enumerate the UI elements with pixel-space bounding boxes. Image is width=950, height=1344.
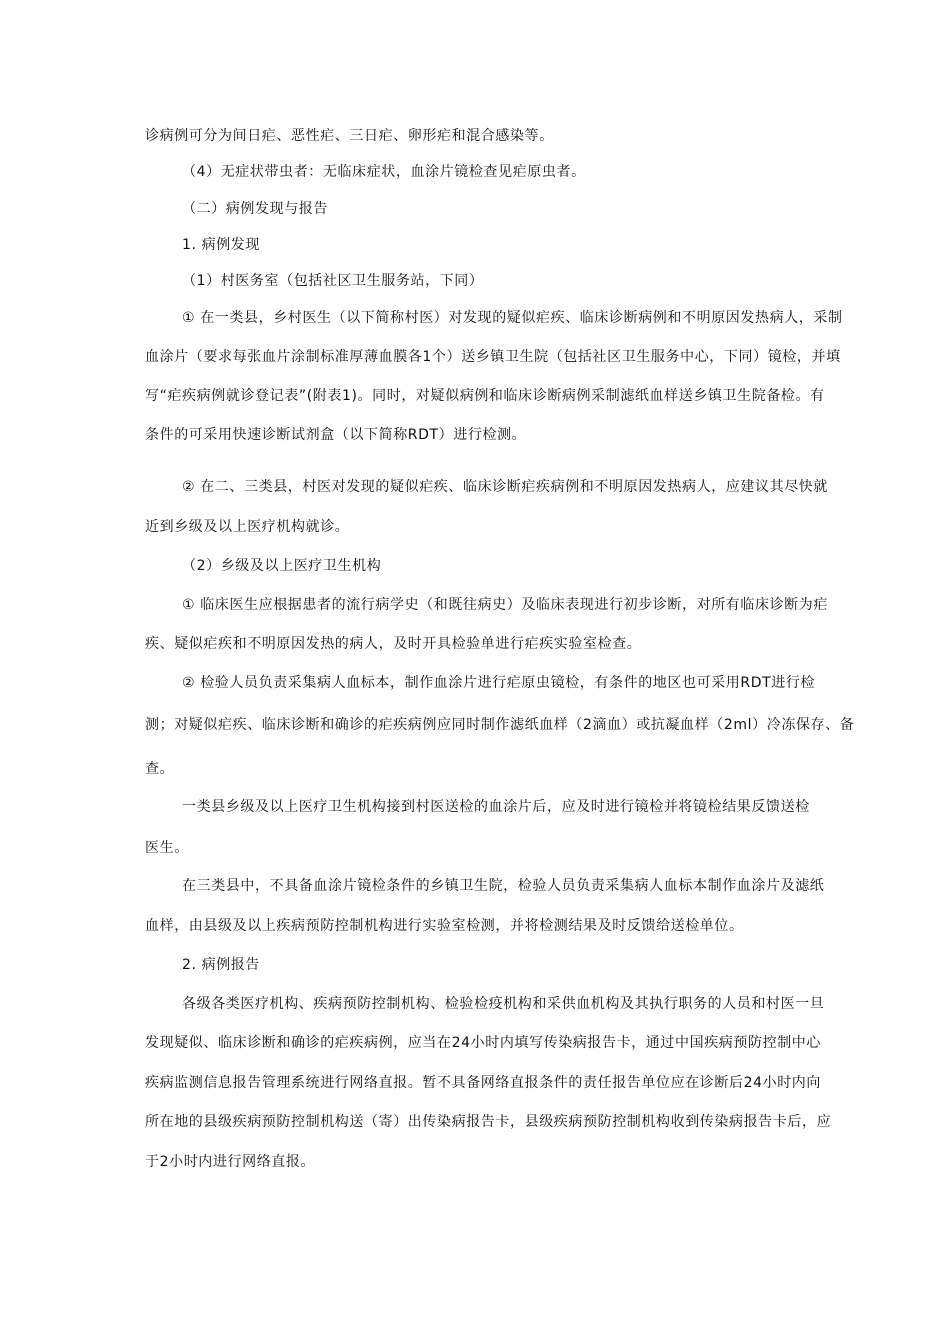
subsection-heading: 2. 病例报告 — [182, 957, 261, 973]
text-line: 疾、疑似疟疾和不明原因发热的病人，及时开具检验单进行疟疾实验室检查。 — [145, 636, 642, 652]
text-line: 发现疑似、临床诊断和确诊的疟疾病例，应当在24小时内填写传染病报告卡，通过中国疾病预防控制中心 — [145, 1035, 822, 1051]
text-line: 写“疟疾病例就诊登记表”(附表1)。同时，对疑似病例和临床诊断病例采制滤纸血样送乡镇卫生院备检。有 — [145, 388, 825, 404]
text-line: （4）无症状带虫者：无临床症状，血涂片镜检查见疟原虫者。 — [182, 164, 586, 180]
text-line: 一类县乡级及以上医疗卫生机构接到村医送检的血涂片后，应及时进行镜检并将镜检结果反馈送检 — [182, 799, 810, 815]
text-line: 血样，由县级及以上疾病预防控制机构进行实验室检测，并将检测结果及时反馈给送检单位。 — [145, 918, 744, 934]
text-line: 所在地的县级疾病预防控制机构送（寄）出传染病报告卡，县级疾病预防控制机构收到传染病报告卡后，应 — [145, 1114, 832, 1130]
text-line: （1）村医务室（包括社区卫生服务站，下同） — [182, 273, 484, 289]
text-line: 各级各类医疗机构、疾病预防控制机构、检验检疫机构和采供血机构及其执行职务的人员和村医一旦 — [182, 996, 825, 1012]
text-line: 在三类县中，不具备血涂片镜检条件的乡镇卫生院，检验人员负责采集病人血标本制作血涂片及滤纸 — [182, 878, 825, 894]
text-line: 查。 — [145, 761, 175, 777]
text-line: ② 在二、三类县，村医对发现的疑似疟疾、临床诊断疟疾病例和不明原因发热病人，应建议其尽快就 — [182, 479, 828, 495]
text-line: 条件的可采用快速诊断试剂盒（以下简称RDT）进行检测。 — [145, 427, 527, 443]
text-line: （2）乡级及以上医疗卫生机构 — [182, 558, 382, 574]
text-line: ① 在一类县，乡村医生（以下简称村医）对发现的疑似疟疾、临床诊断病例和不明原因发热病人，采制 — [182, 310, 843, 326]
subsection-heading: 1. 病例发现 — [182, 237, 261, 253]
text-line: 疾病监测信息报告管理系统进行网络直报。暂不具备网络直报条件的责任报告单位应在诊断后24小时内向 — [145, 1075, 822, 1091]
text-line: 测；对疑似疟疾、临床诊断和确诊的疟疾病例应同时制作滤纸血样（2滴血）或抗凝血样（2ml）冷冻保存、备 — [145, 717, 855, 733]
text-line: ① 临床医生应根据患者的流行病学史（和既往病史）及临床表现进行初步诊断，对所有临床诊断为疟 — [182, 597, 828, 613]
text-line: 医生。 — [145, 840, 189, 856]
text-line: ② 检验人员负责采集病人血标本，制作血涂片进行疟原虫镜检，有条件的地区也可采用RDT进行检 — [182, 675, 816, 691]
text-line: 血涂片（要求每张血片涂制标准厚薄血膜各1个）送乡镇卫生院（包括社区卫生服务中心，下同）镜检，并填 — [145, 349, 841, 365]
text-line: 近到乡级及以上医疗机构就诊。 — [145, 519, 350, 535]
section-heading: （二）病例发现与报告 — [182, 201, 328, 217]
text-line: 诊病例可分为间日疟、恶性疟、三日疟、卵形疟和混合感染等。 — [145, 128, 554, 144]
text-line: 于2小时内进行网络直报。 — [145, 1154, 316, 1170]
